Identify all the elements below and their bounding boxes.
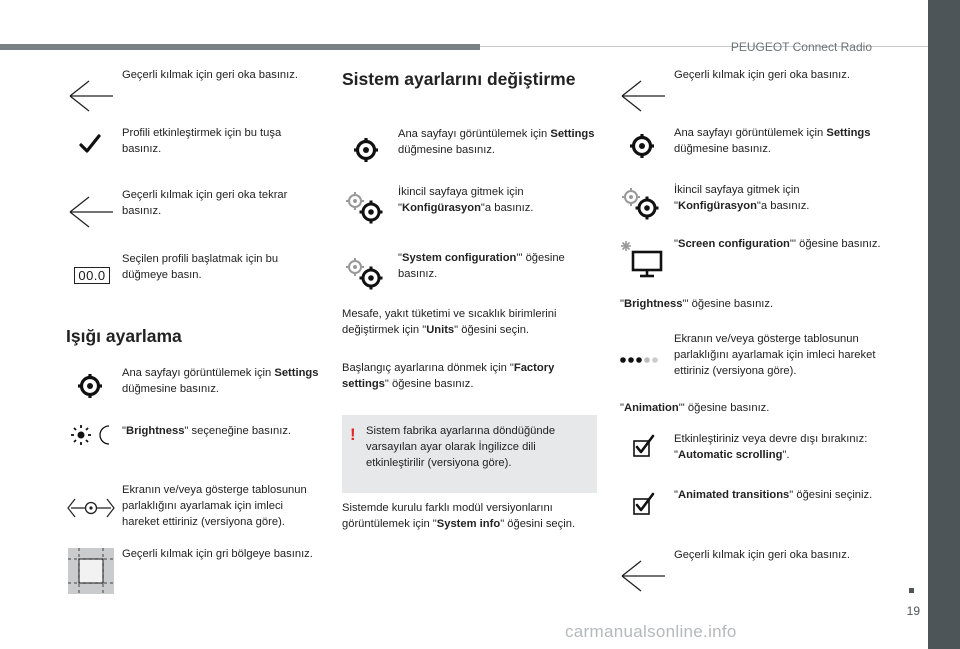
screen-config-icon [620,240,664,278]
back-arrow-icon [66,76,116,116]
display-value: 00.0 [74,267,109,284]
back-arrow-icon [618,76,668,116]
factory-paragraph: Başlangıç ayarlarına dönmek için "Factory settings" öğesine basınız. [342,362,555,390]
header-bar [0,44,480,50]
header-title: PEUGEOT Connect Radio [730,40,872,54]
warning-icon: ! [350,425,356,444]
system-step-sysconfig: "System configuration"' öğesine basınız. [398,252,565,280]
settings-gear-icon [628,132,656,160]
checkbox-checked-icon [628,432,658,460]
brightness-icon [68,422,116,448]
back-arrow-icon [618,556,668,596]
back-arrow-icon [66,192,116,232]
step-back-1: Geçerli kılmak için geri oka basınız. [122,69,298,81]
col3-step-settings: Ana sayfayı görüntülemek için Settings düğmesine basınız. [674,127,871,155]
configuration-gears-icon [344,190,386,226]
col3-brightness-line: "Brightness"' öğesine basınız. [620,298,774,310]
notice-box [342,415,597,493]
system-config-gears-icon [344,256,386,292]
checkbox-checked-icon [628,490,658,518]
step-start-profile: Seçilen profili başlatmak için bu düğmeye basın. [122,253,279,281]
system-step-settings: Ana sayfayı görüntülemek için Settings düğmesine basınız. [398,128,595,156]
settings-gear-icon [76,372,104,400]
sysinfo-paragraph: Sistemde kurulu farklı modül versiyonlarını görüntülemek için "System info" öğesini seçin. [342,502,576,530]
slider-icon [66,494,116,522]
col3-step-screen: "Screen configuration"' öğesine basınız. [674,238,881,250]
page-marker [909,588,914,593]
col3-step-slider: Ekranın ve/veya gösterge tablosunun parlaklığını ayarlamak için imleci hareket ettiriniz (versiyona göre). [674,333,876,377]
grey-zone-icon [68,548,114,594]
light-step-brightness: "Brightness" seçeneğine basınız. [122,425,292,437]
page-number: 19 [906,604,920,618]
col3-step-back-2: Geçerli kılmak için geri oka basınız. [674,549,850,561]
settings-gear-icon [352,136,380,164]
units-paragraph: Mesafe, yakıt tüketimi ve sıcaklık birimlerini değiştirmek için "Units" öğesini seçin. [342,308,557,336]
checkmark-icon [78,132,102,156]
light-heading: Işığı ayarlama [66,326,182,346]
step-back-2: Geçerli kılmak için geri oka tekrar basınız. [122,189,288,217]
col3-step-autoscroll: Etkinleştiriniz veya devre dışı bırakınız: "Automatic scrolling". [674,433,868,461]
light-step-settings: Ana sayfayı görüntülemek için Settings düğmesine basınız. [122,367,319,395]
step-activate-profile: Profili etkinleştirmek için bu tuşa basınız. [122,127,282,155]
light-step-slider: Ekranın ve/veya gösterge tablosunun parlaklığını ayarlamak için imleci hareket ettiriniz (versiyona göre). [122,484,307,528]
brightness-level-icon [618,352,658,368]
col3-animation-line: "Animation"' öğesine basınız. [620,402,770,414]
system-step-config: İkincil sayfaya gitmek için "Konfigürasyon"a basınız. [398,186,534,214]
system-heading: Sistem ayarlarını değiştirme [342,69,576,89]
light-step-grey-zone: Geçerli kılmak için gri bölgeye basınız. [122,548,313,560]
reset-display-icon [70,265,114,285]
side-strip [928,0,960,649]
watermark: carmanualsonline.info [565,622,737,641]
col3-step-transitions: "Animated transitions" öğesini seçiniz. [674,489,873,501]
col3-step-back-1: Geçerli kılmak için geri oka basınız. [674,69,850,81]
col3-step-config: İkincil sayfaya gitmek için "Konfigürasyon"a basınız. [674,184,810,212]
configuration-gears-icon [620,186,662,222]
notice-text: Sistem fabrika ayarlarına döndüğünde varsayılan ayar olarak İngilizce dili etkinleştirilir (versiyona göre). [366,425,556,469]
